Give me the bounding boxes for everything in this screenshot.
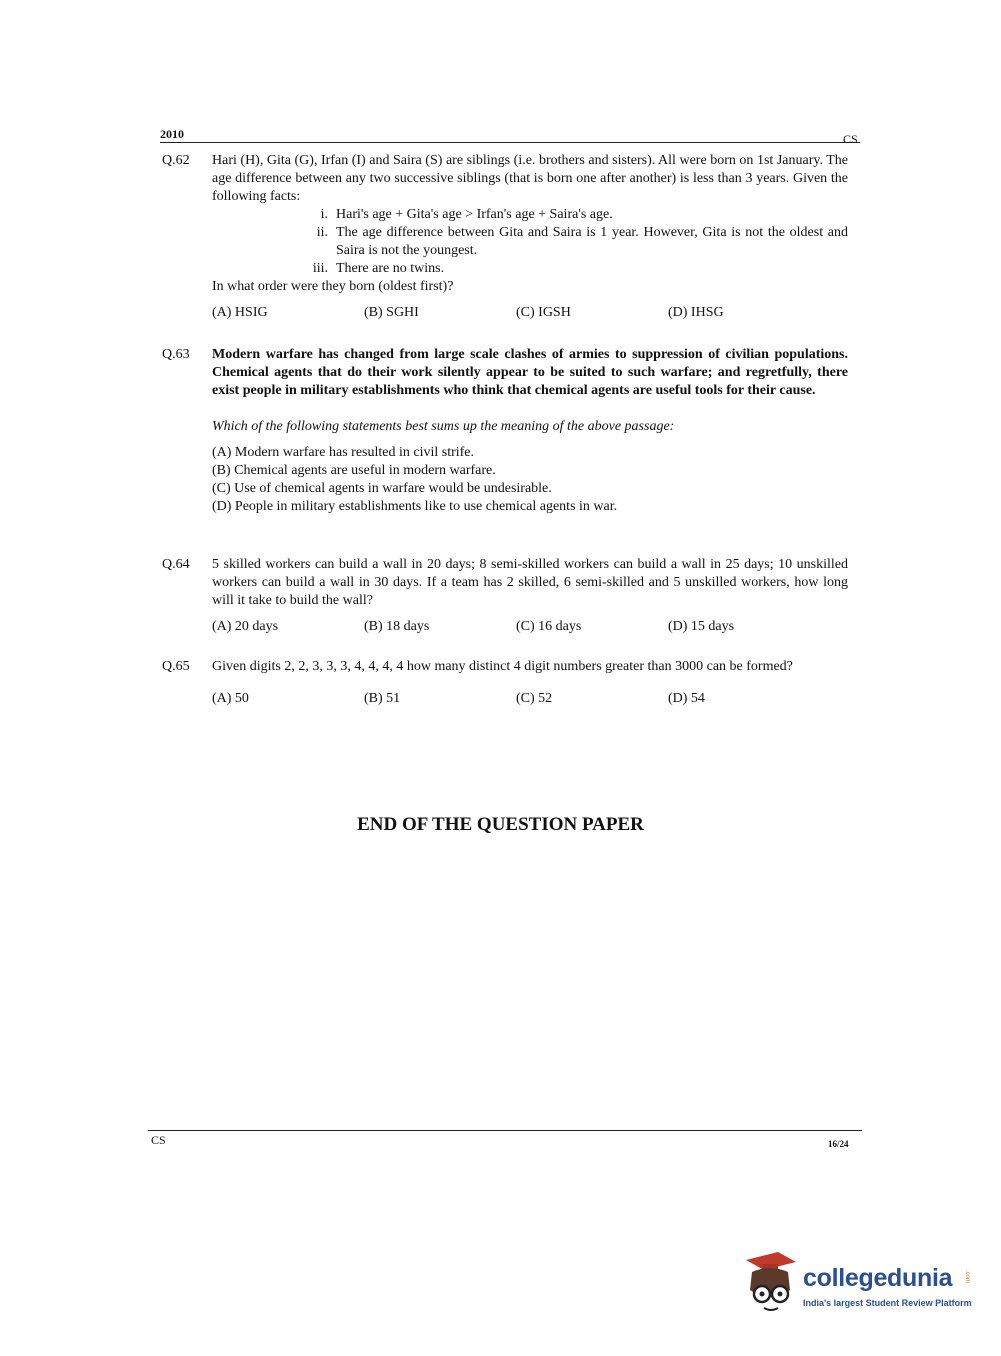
options-row [212,618,848,636]
statement-a: (A) Modern warfare has resulted in civil strife. [212,445,475,460]
facts-list [304,206,848,278]
question-number: Q.63 [162,347,190,362]
option-a: (A) HSIG [212,305,268,320]
collegedunia-logo [740,1250,972,1320]
question-body [212,658,848,708]
fact-item [304,224,848,260]
statement-d: (D) People in military establishments like to use chemical agents in war. [212,499,618,514]
question-body [212,152,848,322]
fact-item [304,260,848,278]
options-row [212,304,848,322]
fact-numeral: i. [320,207,328,222]
footer-paper-code: CS [151,1133,166,1147]
header-rule [160,142,860,143]
logo-wordmark: collegedunia [803,1264,953,1292]
end-of-paper-heading: END OF THE QUESTION PAPER [357,814,644,835]
fact-item [304,206,848,224]
fact-text: The age difference between Gita and Saira is 1 year. However, Gita is not the oldest and Saira is not the youngest. [336,225,848,258]
option-c: (C) 52 [516,691,553,706]
question-prompt: Which of the following statements best sums up the meaning of the above passage: [212,419,675,434]
option-d: (D) 54 [668,691,705,706]
footer-page-number: 16/24 [828,1139,849,1149]
footer-rule [148,1130,862,1131]
option-b: (B) 51 [364,691,401,706]
question-number: Q.65 [162,659,190,674]
statement-c: (C) Use of chemical agents in warfare would be undesirable. [212,481,552,496]
question-prompt: In what order were they born (oldest first)? [212,279,454,294]
option-c: (C) 16 days [516,619,582,634]
question-stem: 5 skilled workers can build a wall in 20 days; 8 semi-skilled workers can build a wall in 25 days; 10 unskilled workers can build a wall in 30 days. If a team has 2 skilled, 6 semi-skilled and 5 unskilled workers, how long will it take to build the wall? [212,557,848,608]
fact-numeral: iii. [312,261,328,276]
header-paper-code: CS [843,132,858,146]
header-year: 2010 [160,127,184,141]
option-c: (C) IGSH [516,305,571,320]
question-number: Q.62 [162,153,190,168]
question-passage: Modern warfare has changed from large scale clashes of armies to suppression of civilian populations. Chemical agents that do their work silently appear to be suited to such warfare; and regretfully, there exist people in military establishments who think that chemical agents are useful tools for their cause. [212,347,848,398]
fact-text: There are no twins. [336,261,445,276]
question-stem: Hari (H), Gita (G), Irfan (I) and Saira (S) are siblings (i.e. brothers and sisters). All were born on 1st January. The age difference between any two successive siblings (that is born one after another) is less than 3 years. Given the following facts: [212,153,848,204]
option-b: (B) SGHI [364,305,419,320]
option-b: (B) 18 days [364,619,430,634]
options-row [212,690,848,708]
question-number: Q.64 [162,557,190,572]
fact-text: Hari's age + Gita's age > Irfan's age + Saira's age. [336,207,613,222]
question-stem: Given digits 2, 2, 3, 3, 3, 4, 4, 4, 4 how many distinct 4 digit numbers greater than 3000 can be formed? [212,659,793,674]
option-d: (D) IHSG [668,305,724,320]
statements-list [212,444,848,516]
mascot-icon [740,1250,800,1314]
option-a: (A) 50 [212,691,249,706]
logo-tagline: India's largest Student Review Platform [803,1298,972,1308]
option-d: (D) 15 days [668,619,735,634]
statement-b: (B) Chemical agents are useful in modern warfare. [212,463,496,478]
logo-suffix: .com [964,1270,970,1284]
option-a: (A) 20 days [212,619,279,634]
question-body [212,346,848,516]
question-body [212,556,848,636]
fact-numeral: ii. [316,225,328,240]
